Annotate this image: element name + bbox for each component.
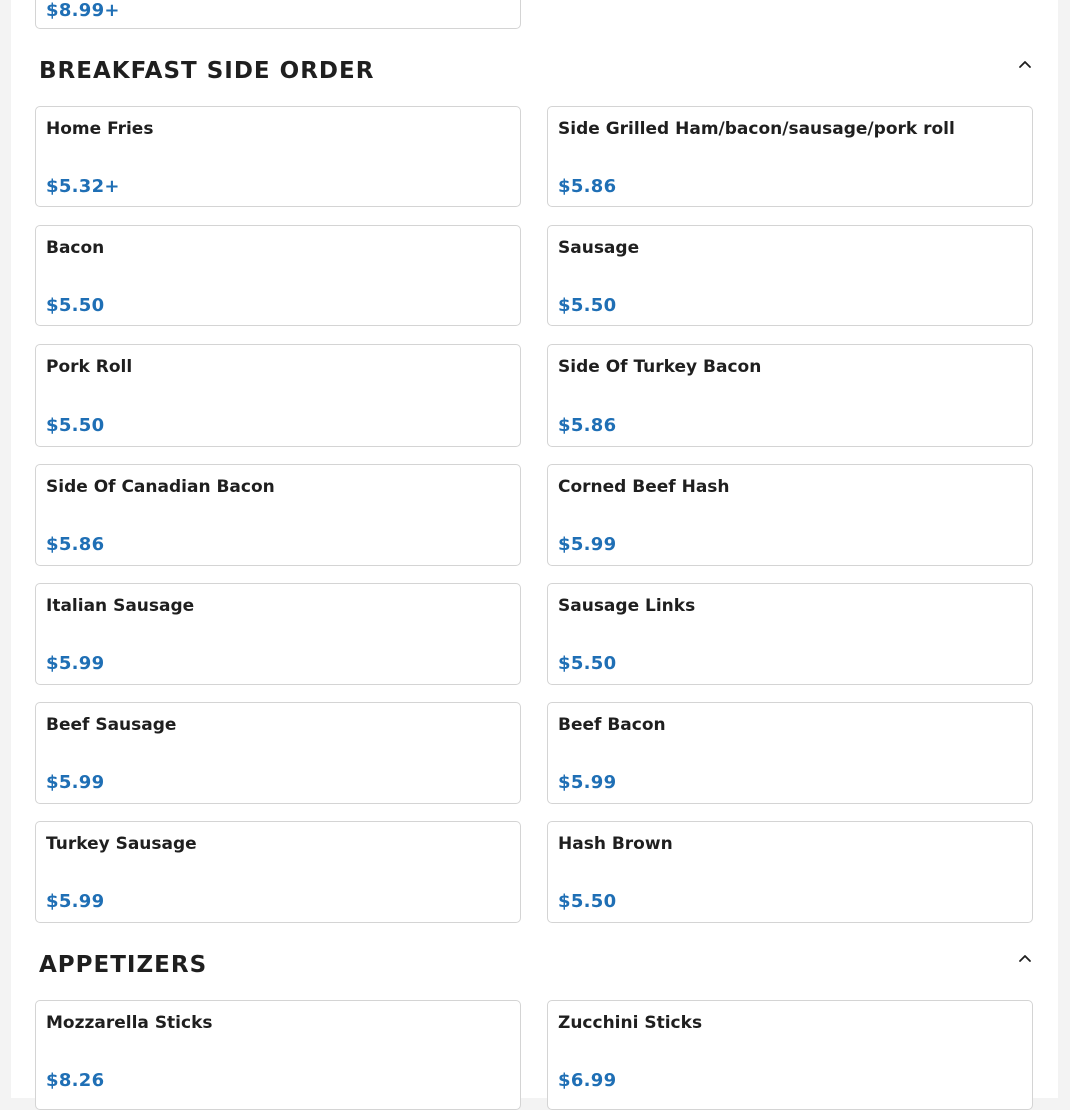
menu-item-name: Sausage Links	[558, 596, 696, 616]
menu-item-name: Beef Bacon	[558, 715, 666, 735]
menu-item-name: Bacon	[46, 238, 105, 258]
menu-item-card-beef-sausage[interactable]	[35, 702, 521, 804]
menu-item-name: Beef Sausage	[46, 715, 177, 735]
menu-item-card-turkey-sausage[interactable]	[35, 821, 521, 923]
menu-item-price: $5.99	[46, 772, 105, 793]
menu-item-price: $5.50	[558, 891, 617, 912]
menu-item-name: Sausage	[558, 238, 640, 258]
menu-item-price: $5.32+	[46, 176, 120, 197]
menu-item-name: Corned Beef Hash	[558, 477, 730, 497]
menu-item-card-italian-sausage[interactable]	[35, 583, 521, 685]
menu-item-name: Side Of Canadian Bacon	[46, 477, 275, 497]
menu-item-name: Hash Brown	[558, 834, 673, 854]
menu-item-name: Pork Roll	[46, 357, 133, 377]
chevron-up-icon[interactable]	[1015, 948, 1035, 968]
menu-item-price: $5.86	[558, 176, 617, 197]
menu-item-card-side-grilled-ham[interactable]	[547, 106, 1033, 207]
menu-item-price: $5.99	[558, 534, 617, 555]
menu-page	[11, 0, 1058, 1098]
menu-item-card-side-of-turkey-bacon[interactable]	[547, 344, 1033, 447]
menu-item-card-bacon[interactable]	[35, 225, 521, 326]
menu-item-card-side-of-canadian-bacon[interactable]	[35, 464, 521, 566]
menu-item-name: Side Grilled Ham/bacon/sausage/pork roll	[558, 119, 955, 139]
menu-item-price: $5.99	[558, 772, 617, 793]
menu-item-name: Turkey Sausage	[46, 834, 197, 854]
menu-item-card-zucchini-sticks[interactable]	[547, 1000, 1033, 1110]
menu-item-card-corned-beef-hash[interactable]	[547, 464, 1033, 566]
menu-item-card-sausage-links[interactable]	[547, 583, 1033, 685]
section-title-breakfast-side-order: BREAKFAST SIDE ORDER	[39, 58, 375, 84]
menu-item-price: $8.26	[46, 1070, 105, 1091]
menu-item-price: $5.50	[46, 415, 105, 436]
menu-item-card-pork-roll[interactable]	[35, 344, 521, 447]
menu-item-price: $5.99	[46, 653, 105, 674]
menu-item-price: $5.86	[558, 415, 617, 436]
menu-item-card-mozzarella-sticks[interactable]	[35, 1000, 521, 1110]
menu-item-card-sausage[interactable]	[547, 225, 1033, 326]
chevron-up-icon[interactable]	[1015, 54, 1035, 74]
menu-item-card-hash-brown[interactable]	[547, 821, 1033, 923]
menu-item-name: Side Of Turkey Bacon	[558, 357, 762, 377]
menu-item-price: $5.99	[46, 891, 105, 912]
section-title-appetizers: APPETIZERS	[39, 952, 208, 978]
menu-item-name: Mozzarella Sticks	[46, 1013, 213, 1033]
menu-item-name: Italian Sausage	[46, 596, 195, 616]
menu-item-price: $8.99+	[46, 0, 120, 21]
menu-item-card-beef-bacon[interactable]	[547, 702, 1033, 804]
menu-item-price: $6.99	[558, 1070, 617, 1091]
menu-item-name: Zucchini Sticks	[558, 1013, 703, 1033]
menu-item-name: Home Fries	[46, 119, 154, 139]
menu-item-price: $5.50	[558, 653, 617, 674]
menu-item-card-home-fries[interactable]	[35, 106, 521, 207]
menu-item-card[interactable]	[35, 0, 521, 29]
menu-item-price: $5.86	[46, 534, 105, 555]
menu-item-price: $5.50	[46, 295, 105, 316]
menu-item-price: $5.50	[558, 295, 617, 316]
